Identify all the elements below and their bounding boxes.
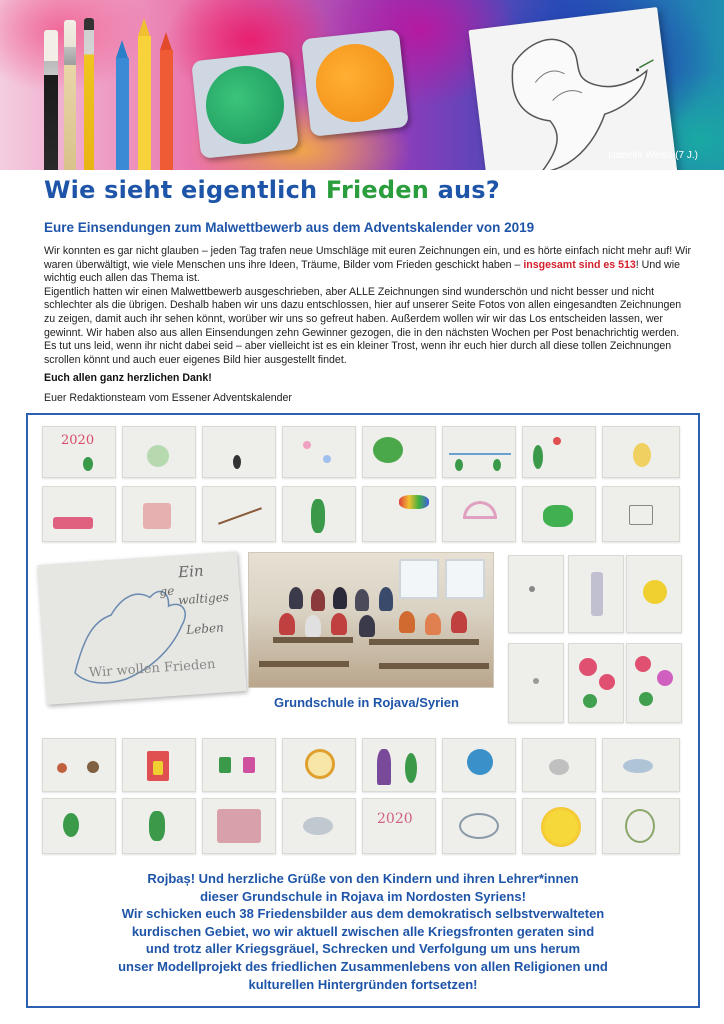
colored-pencil-icon: [116, 40, 129, 170]
closing-line: unser Modellprojekt des friedlichen Zusammenlebens von allen Religionen und: [118, 958, 608, 974]
colored-pencil-icon: [138, 18, 151, 170]
drawing-thumbnail[interactable]: [602, 486, 680, 542]
drawing-thumbnail[interactable]: [442, 426, 516, 478]
drawing-thumbnail[interactable]: [508, 555, 564, 633]
drawing-thumbnail[interactable]: [522, 426, 596, 478]
drawing-thumbnail[interactable]: [522, 738, 596, 792]
drawing-text: 2020: [377, 811, 413, 827]
closing-line: kulturellen Hintergründen fortsetzen!: [248, 976, 478, 992]
drawing-thumbnail[interactable]: [282, 426, 356, 478]
drawing-thumbnail[interactable]: [202, 486, 276, 542]
drawing-thumbnail[interactable]: [522, 798, 596, 854]
closing-line: und trotz aller Kriegsgräuel, Schrecken und Verfolgung um uns herum: [145, 941, 581, 957]
drawing-thumbnail[interactable]: [568, 555, 624, 633]
paragraph-text: ! Und wie wichtig euch allen das Thema ist.: [44, 258, 680, 285]
drawing-thumbnail[interactable]: [362, 486, 436, 542]
drawings-gallery: [26, 413, 700, 1008]
drawing-thumbnail[interactable]: [362, 798, 436, 854]
drawing-thumbnail[interactable]: [42, 486, 116, 542]
watercolor-paint-icon: [301, 29, 409, 137]
paragraph: [44, 245, 692, 286]
drawing-text: Leben: [185, 620, 225, 637]
drawing-thumbnail[interactable]: [602, 798, 680, 854]
drawing-thumbnail[interactable]: [362, 426, 436, 478]
closing-line: Wir schicken euch 38 Friedensbilder aus dem demokratisch selbstverwalteten: [121, 906, 605, 922]
article-body: [44, 245, 692, 367]
paint-brush-icon: [84, 18, 94, 170]
thanks-line: Euch allen ganz herzlichen Dank!: [44, 372, 212, 384]
peace-dove-icon: [468, 7, 677, 170]
subtitle: Eure Einsendungen zum Malwettbewerb aus dem Adventskalender von 2019: [44, 220, 535, 235]
paint-brush-icon: [64, 20, 76, 170]
drawing-text: ge: [159, 583, 175, 599]
drawing-thumbnail[interactable]: [122, 798, 196, 854]
drawing-thumbnail[interactable]: [568, 643, 624, 723]
paint-brush-icon: [44, 30, 58, 170]
watercolor-paint-icon: [191, 51, 299, 159]
photo-caption: Grundschule in Rojava/Syrien: [274, 695, 459, 710]
drawing-text: 2020: [61, 433, 95, 448]
colored-pencil-icon: [160, 32, 173, 170]
closing-line: kurdischen Gebiet, wo wir aktuell zwischen alle Kriegsfronten geraten sind: [131, 923, 595, 939]
drawing-thumbnail[interactable]: [42, 426, 116, 478]
drawing-thumbnail[interactable]: [522, 486, 596, 542]
signoff-line: Euer Redaktionsteam vom Essener Adventskalender: [44, 392, 292, 404]
paragraph: Eigentlich hatten wir einen Malwettbewerb ausgeschrieben, aber ALLE Zeichnungen sind wunderschön und nicht besser und nicht schlechter als die übrigen. Deshalb haben wir uns dazu entschlossen, hier auf unserer Seite Fotos von allen eingesandten Zeichnungen zu zeigen, damit auch ihr sehen könnt, worüber wir uns so gefreut haben. Außerdem wollen wir wir das Los entscheiden lassen, wer gewinnt. Wir haben also aus allen Einsendungen zehn Gewinner gezogen, die in den nächsten Wochen per Post benachrichtig werden. Es tut uns leid, wenn ihr nicht dabei seid – aber vielleicht ist es ein kleiner Trost, wenn ihr euch hier durch all diese tollen Zeichnungen scrollen könnt und auch euer eigenes Bild hier ausgestellt findet.: [44, 285, 682, 366]
drawing-thumbnail[interactable]: [508, 643, 564, 723]
header-banner: [0, 0, 724, 170]
drawing-thumbnail[interactable]: [442, 738, 516, 792]
drawing-thumbnail[interactable]: [282, 798, 356, 854]
drawing-thumbnail[interactable]: [602, 738, 680, 792]
submission-count: insgesamt sind es 513: [523, 258, 636, 271]
closing-message: [28, 870, 698, 993]
paragraph-text: Wir konnten es gar nicht glauben – jeden Tag trafen neue Umschläge mit euren Zeichnungen ein, und es hörte einfach nicht mehr auf! Wir waren überwältigt, wie viele Menschen uns ihre Ideen, Träume, Bilder vom Frieden geschickt haben –: [44, 245, 691, 271]
closing-line: dieser Grundschule in Rojava im Nordosten Syriens!: [200, 888, 526, 904]
drawing-thumbnail[interactable]: [282, 738, 356, 792]
closing-line: Rojbaș! Und herzliche Grüße von den Kindern und ihren Lehrer*innen: [147, 871, 579, 886]
drawing-thumbnail[interactable]: [442, 798, 516, 854]
image-credit: Isabelle Weiss (7 J.): [608, 150, 698, 161]
drawing-thumbnail[interactable]: [362, 738, 436, 792]
title-part: Wie sieht eigentlich: [44, 176, 326, 204]
drawing-thumbnail[interactable]: [626, 643, 682, 723]
title-highlight: Frieden: [325, 176, 430, 204]
hand-drawing-feature[interactable]: [37, 551, 246, 705]
drawing-thumbnail[interactable]: [202, 738, 276, 792]
drawing-thumbnail[interactable]: [282, 486, 356, 542]
drawing-thumbnail[interactable]: [202, 798, 276, 854]
peace-dove-drawing: [468, 7, 677, 170]
drawing-thumbnail[interactable]: [202, 426, 276, 478]
drawing-text: Ein: [177, 561, 205, 582]
drawing-thumbnail[interactable]: [442, 486, 516, 542]
drawing-thumbnail[interactable]: [122, 486, 196, 542]
drawing-thumbnail[interactable]: [602, 426, 680, 478]
drawing-text: Wir wollen Frieden: [88, 656, 216, 681]
page-title: [44, 176, 500, 204]
drawing-thumbnail[interactable]: [42, 738, 116, 792]
title-part: aus?: [429, 176, 500, 204]
drawing-thumbnail[interactable]: [626, 555, 682, 633]
drawing-thumbnail[interactable]: [42, 798, 116, 854]
drawing-text: waltiges: [177, 589, 230, 608]
drawing-thumbnail[interactable]: [122, 738, 196, 792]
drawing-thumbnail[interactable]: [122, 426, 196, 478]
classroom-photo[interactable]: [248, 552, 494, 688]
